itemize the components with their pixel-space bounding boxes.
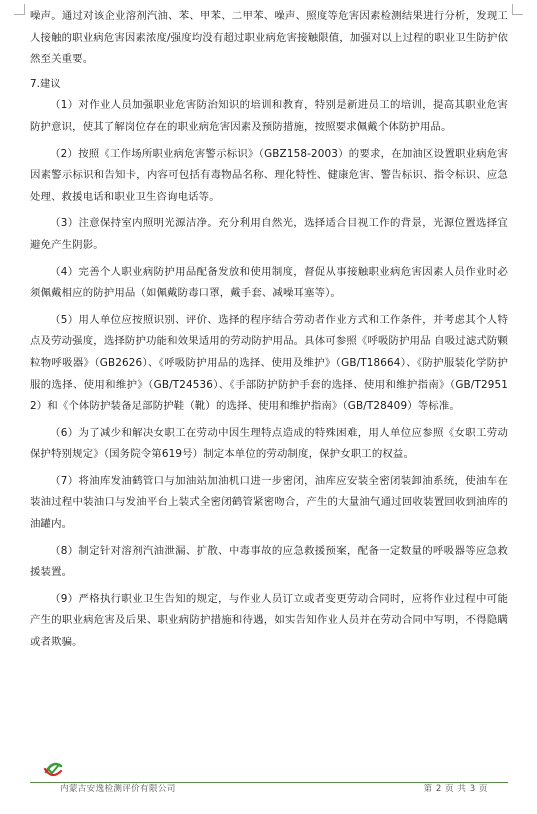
recommendation-1: （1）对作业人员加强职业危害防治知识的培训和教育，特别是新进员工的培训，提高其职业危害防护意识，使其了解岗位存在的职业病危害因素及预防措施，按照要求佩戴个体防护用品。 (30, 99, 508, 133)
intro-paragraph: 噪声。通过对该企业溶剂汽油、苯、甲苯、二甲苯、噪声、照度等危害因素检测结果进行分析，发现工人接触的职业病危害因素浓度/强度均没有超过职业病危害接触限值，加强对以上过程的职业卫生防护依然至关重要。 (30, 10, 508, 66)
company-name: 内蒙古安逸检测评价有限公司 (60, 784, 176, 794)
recommendation-9: （9）严格执行职业卫生告知的规定，与作业人员订立或者变更劳动合同时，应将作业过程中可能产生的职业病危害及后果、职业病防护措施和待遇，如实告知作业人员并在劳动合同中写明，不得隐瞒或者欺骗。 (30, 592, 508, 649)
recommendation-5: （5）用人单位应按照识别、评价、选择的程序结合劳动者作业方式和工作条件，并考虑其个人特点及劳动强度，选择防护功能和效果适用的劳动防护用品。具体可参照《呼吸防护用品 自吸过滤式防颗粒物呼吸器》（GB2626）、《呼吸防护用品的选择、使用及维护》（GB/T18664）、《防护服装化学防护服的选择、使用和维护》（GB/T24536）、《手部防护防护手套的选择、使用和维护指南》（GB/T29512）和《个体防护装备足部防护鞋（靴）的选择、使用和维护指南》（GB/T28409）等标准。 (30, 313, 508, 413)
company-logo-icon (42, 758, 64, 780)
recommendation-4: （4）完善个人职业病防护用品配备发放和使用制度，督促从事接触职业病危害因素人员作业时必须佩戴相应的防护用品（如佩戴防毒口罩，戴手套、减噪耳塞等）。 (30, 265, 508, 300)
corner-crop-mark-right (512, 4, 523, 15)
recommendation-8: （8）制定针对溶剂汽油泄漏、扩散、中毒事故的应急救援预案，配备一定数量的呼吸器等应急救援装置。 (30, 544, 508, 579)
recommendation-3: （3）注意保持室内照明光源洁净。充分利用自然光，选择适合目视工作的背景，光源位置选择宜避免产生阴影。 (30, 217, 508, 251)
page-body (30, 6, 508, 654)
page-footer (30, 758, 508, 798)
corner-crop-mark-left (14, 4, 25, 15)
page-number: 第 2 页 共 3 页 (423, 784, 488, 794)
section-heading: 7.建议 (30, 77, 61, 90)
recommendation-7: （7）将油库发油鹤管口与加油站加油机口进一步密闭，油库应安装全密闭装卸油系统，使油车在装油过程中装油口与发油平台上装式全密闭鹤管紧密吻合，产生的大量油气通过回收装置回收到油库的油罐内。 (30, 474, 508, 531)
recommendation-2: （2）按照《工作场所职业病危害警示标识》（GBZ158-2003）的要求，在加油区设置职业病危害因素警示标识和告知卡，内容可包括有毒物品名称、理化特性、健康危害、警告标识、指令标识、应急处理、救援电话和职业卫生咨询电话等。 (30, 147, 508, 203)
recommendation-6: （6）为了减少和解决女职工在劳动中因生理特点造成的特殊困难，用人单位应参照《女职工劳动保护特别规定》（国务院令第619号）制定本单位的劳动制度，保护女职工的权益。 (30, 426, 508, 461)
